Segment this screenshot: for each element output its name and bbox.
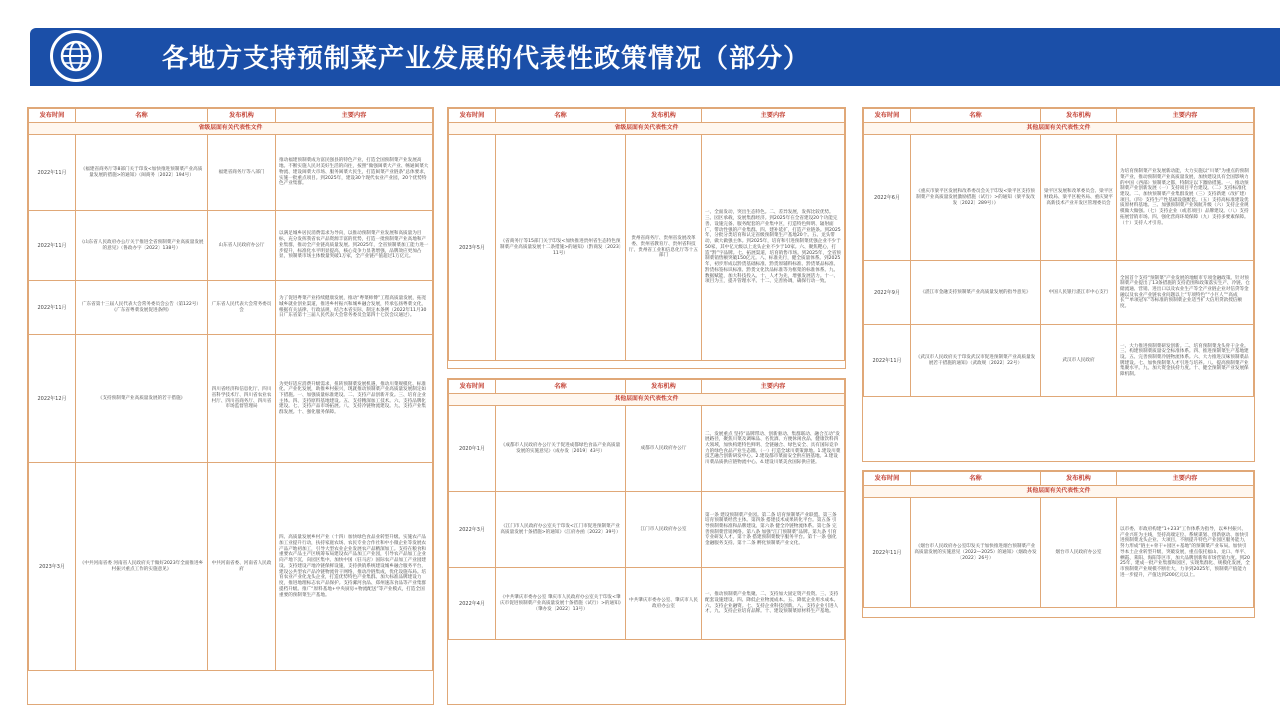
section-row bbox=[864, 486, 1254, 498]
row-content: 以满足城乡居民消费需求为导向，以推动预制菜产业发展和高质量为目标，充分发挥我省农产品资源丰富的优势，打造一批预制菜产业高地和产业集群，推动全产业链高质量发展。到2025年，全省预制菜加工能力进一步提升，标准化水平明显提高，核心竞争力显著增强，品牌效应更加凸显，预制菜市场主体数量突破1万家，全产业链产值超过1万亿元。 bbox=[276, 211, 433, 281]
table-row bbox=[29, 281, 433, 335]
col-name: 名称 bbox=[911, 472, 1041, 486]
row-name: 广东省第十三届人民代表大会常务委员会公告（第122号）《广东省粤菜发展促进条例》 bbox=[76, 281, 208, 335]
policy-table bbox=[448, 108, 845, 361]
row-date: 2022年6月 bbox=[864, 135, 911, 261]
policy-table bbox=[28, 108, 433, 671]
table-row bbox=[29, 211, 433, 281]
row-date: 2022年4月 bbox=[449, 568, 496, 640]
col-org: 发布机构 bbox=[1041, 109, 1117, 123]
col-name: 名称 bbox=[496, 109, 626, 123]
row-content: 一、推动预制菜产业集聚。二、支持加大固定资产投资。三、支持配套设施建设。四、降低企业物流成本。五、降低企业用水成本。六、支持企业融资。七、支持企业科技创新。八、支持企业引进人才。九、支持企业培育品牌。十、建设预制菜原材料生产基地。 bbox=[702, 568, 845, 640]
col-content: 主要内容 bbox=[702, 380, 845, 394]
table-row bbox=[29, 135, 433, 211]
row-name: 《重庆市梁平区发展和改革委员会关于印发<梁平区支持预制菜产业高质量发展激励措施（试行）>的通知（梁平发改发〔2022〕289号）》 bbox=[911, 135, 1041, 261]
table-row bbox=[449, 492, 845, 568]
table-row bbox=[449, 406, 845, 492]
row-org: 烟台市人民政府办公室 bbox=[1041, 498, 1117, 608]
row-date: 2022年11月 bbox=[29, 211, 76, 281]
section-row bbox=[449, 123, 845, 135]
row-date: 2022年11月 bbox=[29, 281, 76, 335]
col-name: 名称 bbox=[911, 109, 1041, 123]
row-name: 《中共河南省委 河南省人民政府关于做好2023年全面推进乡村振兴重点工作的实施意见》 bbox=[76, 463, 208, 671]
col-date: 发布时间 bbox=[864, 472, 911, 486]
row-org: 山东省人民政府办公厅 bbox=[208, 211, 276, 281]
row-content: 为更好适应消费升级需求，扭转预制菜发展机遇，推动川菜规模化、标准化、产业化发展，助推乡村振兴，现就推动预制菜产业高质量发展制定如下措施。一、加强质量标准建设。二、支持产品创新开发。三、培育企业主体。四、支持原料基地建设。五、支持精深加工技术。六、支持品牌化建设。七、支持产品市场拓展。八、支持冷链物流建设。九、支持产业集群发展。十、强化服务保障。 bbox=[276, 335, 433, 463]
policy-panel-2 bbox=[447, 107, 846, 369]
col-name: 名称 bbox=[76, 109, 208, 123]
policy-panel-1 bbox=[27, 107, 434, 705]
policy-panel-3 bbox=[447, 378, 846, 705]
section-row bbox=[449, 394, 845, 406]
row-org: 福建省商务厅等八部门 bbox=[208, 135, 276, 211]
table-row bbox=[864, 325, 1254, 397]
col-content: 主要内容 bbox=[702, 109, 845, 123]
table-header-row bbox=[864, 472, 1254, 486]
section-title: 其他层面有关代表性文件 bbox=[864, 123, 1254, 135]
row-date: 2020年1月 bbox=[449, 406, 496, 492]
section-row bbox=[864, 123, 1254, 135]
row-content: 为了促进粤菜产业持续健康发展，推动“粤菜师傅”工程高质量发展，拓宽城乡就业创业渠道，推进乡村振兴和城乡融合发展，传承弘扬粤菜文化，根据有关法律、行政法规，结合本省实际，制定本条例（2022年11月30日广东省第十三届人民代表大会常务委员会第四十七次会议通过）。 bbox=[276, 281, 433, 335]
section-title: 其他层面有关代表性文件 bbox=[864, 486, 1254, 498]
row-content: 二、发展重点 坚持“品牌带动、创新驱动、集群联动、融合互动”发展路径，聚焦川菜及调味品、名优酒、方便休闲食品、健康饮料四大领域，加快构建特色鲜明、全链融合、绿色安全、具有国际竞争力的绿色食品产业生态圈。（一）打造全球川菜策源地。1.建设川菜技艺融合创新研发中心。2.建设都市菜面安全供应链基地。3.建设川菜品质供应链物流中心。4.建设川菜美食国际供应链。 bbox=[702, 406, 845, 492]
row-content: 以市委、市政府构建“1+233”工作体系为指导，以乡村振兴、产业兴旺为主线，坚持高端定位、系统谋划、创新驱动、加快引进预制菜龙头企业、大项目，不断提升特色产业园区服务能力，努力形成“链主+骨干+园区+基地”的预制菜产业布局。加快引导本土企业转型升级，突破发展，重点依托福山、龙口、牟平、栖霞、莱阳、海阳等区市，加大品牌创新和市场营销力度。到2025年，建成一批产业集群和园区，实现集群化、规模化发展，全市预制菜产业规模不断壮大，力争到2025年，预制菜产值能力进一步提升，产值达到200亿元以上。 bbox=[1117, 498, 1254, 608]
col-content: 主要内容 bbox=[1117, 109, 1254, 123]
row-name: 《中共肇庆市委办公室 肇庆市人民政府办公室关于印发<肇庆市促进预制菜产业高质量发展十条措施（试行）>的通知》（肇办发〔2022〕13号） bbox=[496, 568, 626, 640]
page-title: 各地方支持预制菜产业发展的代表性政策情况（部分） bbox=[162, 44, 811, 74]
row-content: 一、全面发动，突出生态特色。二、差异发展，发挥比较优势。三、园区承载，发展集群经济。到2025年在全省建设20个功能完善、设施完备、服务配套的产业集中区，打造特色鲜明、辐射面广、带动性强的产业集群。四、建补延扩，打造产业链条。到2025年，分批分类培育和认定省级预制菜生产基地20个。五、龙头带动，做大做强主体。到2025年，培育和引进预制菜优强企业不少于50家，其中亿元级以上龙头企业不少于10家。六、聚焦靶心，打造“黔”字品牌。七、拓展渠道，培育销售市场。到2025年，全省预制菜销售额突破150亿元。八、标准先行，健全质量体系。到2025年，初步形成以黔货基础标准、黔货原辅料标准、黔货菜品标准、黔货标签标识标准、黔货文化饮品标准等为框架的标准体系。九、数据赋能，加大科技投入。十、人才为先，增强发展活力。十一、项目为王，提升管理水平。十二、完善协调，确保行动一致。 bbox=[702, 135, 845, 361]
row-name: 《山东省人民政府办公厅关于推进全省预制菜产业高质量发展的意见》（鲁政办字〔2022〕138号） bbox=[76, 211, 208, 281]
table-row bbox=[449, 568, 845, 640]
row-org: 中国人民银行湛江市中心支行 bbox=[1041, 261, 1117, 325]
col-org: 发布机构 bbox=[626, 380, 702, 394]
policy-panel-4 bbox=[862, 107, 1255, 462]
table-header-row bbox=[29, 109, 433, 123]
row-org: 中共河南省委、河南省人民政府 bbox=[208, 463, 276, 671]
col-date: 发布时间 bbox=[864, 109, 911, 123]
section-title: 省级层面有关代表性文件 bbox=[449, 123, 845, 135]
row-content: 四、高质量发展乡村产业（十四）加快绿色食品业转型升级。实施农产品加工业提升行动，扶持家庭农场、农民专业合作社和中小微企业等发展农产品产地初加工，引导大型农业企业发展农产品精深加工。支持在粮食和重要农产品主产区统筹布局建设农产品加工产业园，引导农产品加工企业向产地下沉，向园区集中。加快中国（驻马店）国际农产品加工产业园建设。支持建设产地冷链保鲜设施，支持供销系统建设城乡融合服务平台，建设公共型农产品冷链物流骨干网络，推动冷链集成，优化设施布局。培育农业产业化龙头企业，打造优势特色产业集群。加大标准品牌建设力度，推进地理标志农产品保护。支持漯河食品、郑州速冻食品等产业集群提档升级。推广“原料基地+中央厨房+物流配送”等产业模式，打造全国重要的预制菜生产基地。 bbox=[276, 463, 433, 671]
col-name: 名称 bbox=[496, 380, 626, 394]
col-content: 主要内容 bbox=[276, 109, 433, 123]
globe-icon bbox=[50, 30, 102, 82]
row-date: 2022年12月 bbox=[29, 335, 76, 463]
col-content: 主要内容 bbox=[1117, 472, 1254, 486]
row-date: 2022年11月 bbox=[864, 498, 911, 608]
row-date: 2022年3月 bbox=[449, 492, 496, 568]
row-org: 四川省经济和信息化厅、四川省科学技术厅、四川省农业农村厅、四川省商务厅、四川省市场监督管理局 bbox=[208, 335, 276, 463]
row-org: 贵州省商务厅、贵州省发展改革委、贵州省教育厅、贵州省科技厅、贵州省工业和信息化厅等十五部门 bbox=[626, 135, 702, 361]
table-row bbox=[864, 498, 1254, 608]
table-row bbox=[29, 463, 433, 671]
row-org: 成都市人民政府办公厅 bbox=[626, 406, 702, 492]
table-row bbox=[864, 135, 1254, 261]
section-row bbox=[29, 123, 433, 135]
policy-table bbox=[863, 108, 1254, 397]
col-date: 发布时间 bbox=[449, 380, 496, 394]
col-org: 发布机构 bbox=[208, 109, 276, 123]
row-name: 《江门市人民政府办公室关于印发<江门市促进预制菜产业高质量发展十条措施>的通知》（江府办函〔2022〕39号） bbox=[496, 492, 626, 568]
row-name: 《湛江市金融支持预制菜产业高质量发展的指导意见》 bbox=[911, 261, 1041, 325]
row-name: 《烟台市人民政府办公室印发关于加快推进烟台预制菜产业高质量发展的实施意见（2022—2025）的通知》（烟政办发〔2022〕26号） bbox=[911, 498, 1041, 608]
policy-panel-5 bbox=[862, 470, 1255, 618]
row-content: 一、大力推进预制菜研发创新。二、培育预制菜龙头骨干企业。三、构建预制菜质量安全标准体系。四、推进预制菜生产基地建设。五、完善预制菜冷链物流体系。六、大力推进汉味预制菜品牌建设。七、加快预制菜人才引进与培养。八、提高预制菜产业集聚水平。九、加大资金扶持力度。十、健全预制菜产业发展保障机制。 bbox=[1117, 325, 1254, 397]
row-org: 广东省人民代表大会常务委员会 bbox=[208, 281, 276, 335]
row-org: 江门市人民政府办公室 bbox=[626, 492, 702, 568]
row-org: 武汉市人民政府 bbox=[1041, 325, 1117, 397]
table-header-row bbox=[864, 109, 1254, 123]
row-org: 梁平区发展和改革委员会、梁平区财政局、梁平区税务局、重庆梁平高新技术产业开发区管理委员会 bbox=[1041, 135, 1117, 261]
col-date: 发布时间 bbox=[29, 109, 76, 123]
col-date: 发布时间 bbox=[449, 109, 496, 123]
row-date: 2022年11月 bbox=[29, 135, 76, 211]
row-name: 《福建省商务厅等8部门关于印发<加快推进预制菜产业高质量发展的措施>的通知》（闽商务〔2022〕194号） bbox=[76, 135, 208, 211]
row-content: 为培育预制菜产业发展新动能，大力实施以“川菜”为重点的预制菜产业，推动预制菜产业高质量发展，加快建设具有全国影响力的中国（西部）预制菜之都，特制定以下激励措施。一、推动预制菜产业创新发展（一）支持项目平台建设。（二）支持标准化建设。二、加快预制菜产业集群发展（三）支持新建（改扩建）项目。（四）支持生产性基础设施配套。（五）支持高标准建设优质原材料基地。三、加强预制菜产业领航升级（六）支持企业规模做大做强。（七）支持企业（或者项目）品牌建设。（八）支持拓展营销市场。四、强化营商环境保障（九）支持多要素保障。（十）支持人才引育。 bbox=[1117, 135, 1254, 261]
row-date: 2023年3月 bbox=[29, 463, 76, 671]
table-row bbox=[29, 335, 433, 463]
table-row bbox=[864, 261, 1254, 325]
row-content: 全国首个支持“预制菜”产业发展的地级市专项金融政策。针对预制菜产业提出了13条措施的支持范围和政策落实生产、冷链、仓储流通、营销、进出口以及农业生产等全产业链企业对信贷等金融以及农业产业链农业问题以上“专项特色”“小巨人”“高成长”“单项冠军”等标准的预制菜企业适当扩大信用贷款授信额度。 bbox=[1117, 261, 1254, 325]
section-title: 省级层面有关代表性文件 bbox=[29, 123, 433, 135]
row-name: 《武汉市人民政府关于印发武汉市促进预制菜产业高质量发展若干措施的通知》（武政规〔2022〕22号） bbox=[911, 325, 1041, 397]
col-org: 发布机构 bbox=[1041, 472, 1117, 486]
row-date: 2023年5月 bbox=[449, 135, 496, 361]
section-title: 其他层面有关代表性文件 bbox=[449, 394, 845, 406]
row-content: 推动福建预制菜成为富民强县的特色产业，打造全国预制菜产业发展高地。不断实施人民对美好生活的向往，按照“做强闽菜大产业、畅通闽菜大物流、建设闽菜大市场、服务闽菜大民生，打造闽菜产业链条”总体要求，实施一批重点项目。到2025年，建设30个现代农业产业园，20个优势特色产业集群。 bbox=[276, 135, 433, 211]
row-name: 《成都市人民政府办公厅关于促进成都绿色食品产业高质量发展的实施意见》（成办发〔2019〕43号） bbox=[496, 406, 626, 492]
policy-table bbox=[448, 379, 845, 640]
col-org: 发布机构 bbox=[626, 109, 702, 123]
table-row bbox=[449, 135, 845, 361]
table-header-row bbox=[449, 380, 845, 394]
row-org: 中共肇庆市委办公室、肇庆市人民政府办公室 bbox=[626, 568, 702, 640]
policy-table bbox=[863, 471, 1254, 608]
table-header-row bbox=[449, 109, 845, 123]
row-name: 《省商务厅等15部门关于印发<加快推进贵州省生态特色预制菜产业高质量发展十二条措施>的通知》（黔商发〔2023〕11号） bbox=[496, 135, 626, 361]
row-content: 第一条 建设预制菜产业园。第二条 培育预制菜产业联盟。第三条 培育预制菜经营主体。第四条 搭建技术成果转化平台。第五条 引导预制菜标准和品牌建设。第六条 健全冷链物流体系。第七条 完善预制菜营销网络。第八条 加强“江门预制菜”品牌。第九条 引育专业研发人才。第十条 搭建预制菜数字服务平台。第十一条 强化金融服务支持。第十二条 孵化预制菜产业文化。 bbox=[702, 492, 845, 568]
row-name: 《支持预制菜产业高质量发展的若干措施》 bbox=[76, 335, 208, 463]
row-date: 2022年9月 bbox=[864, 261, 911, 325]
globe-icon-graphic bbox=[53, 33, 99, 79]
row-date: 2022年11月 bbox=[864, 325, 911, 397]
